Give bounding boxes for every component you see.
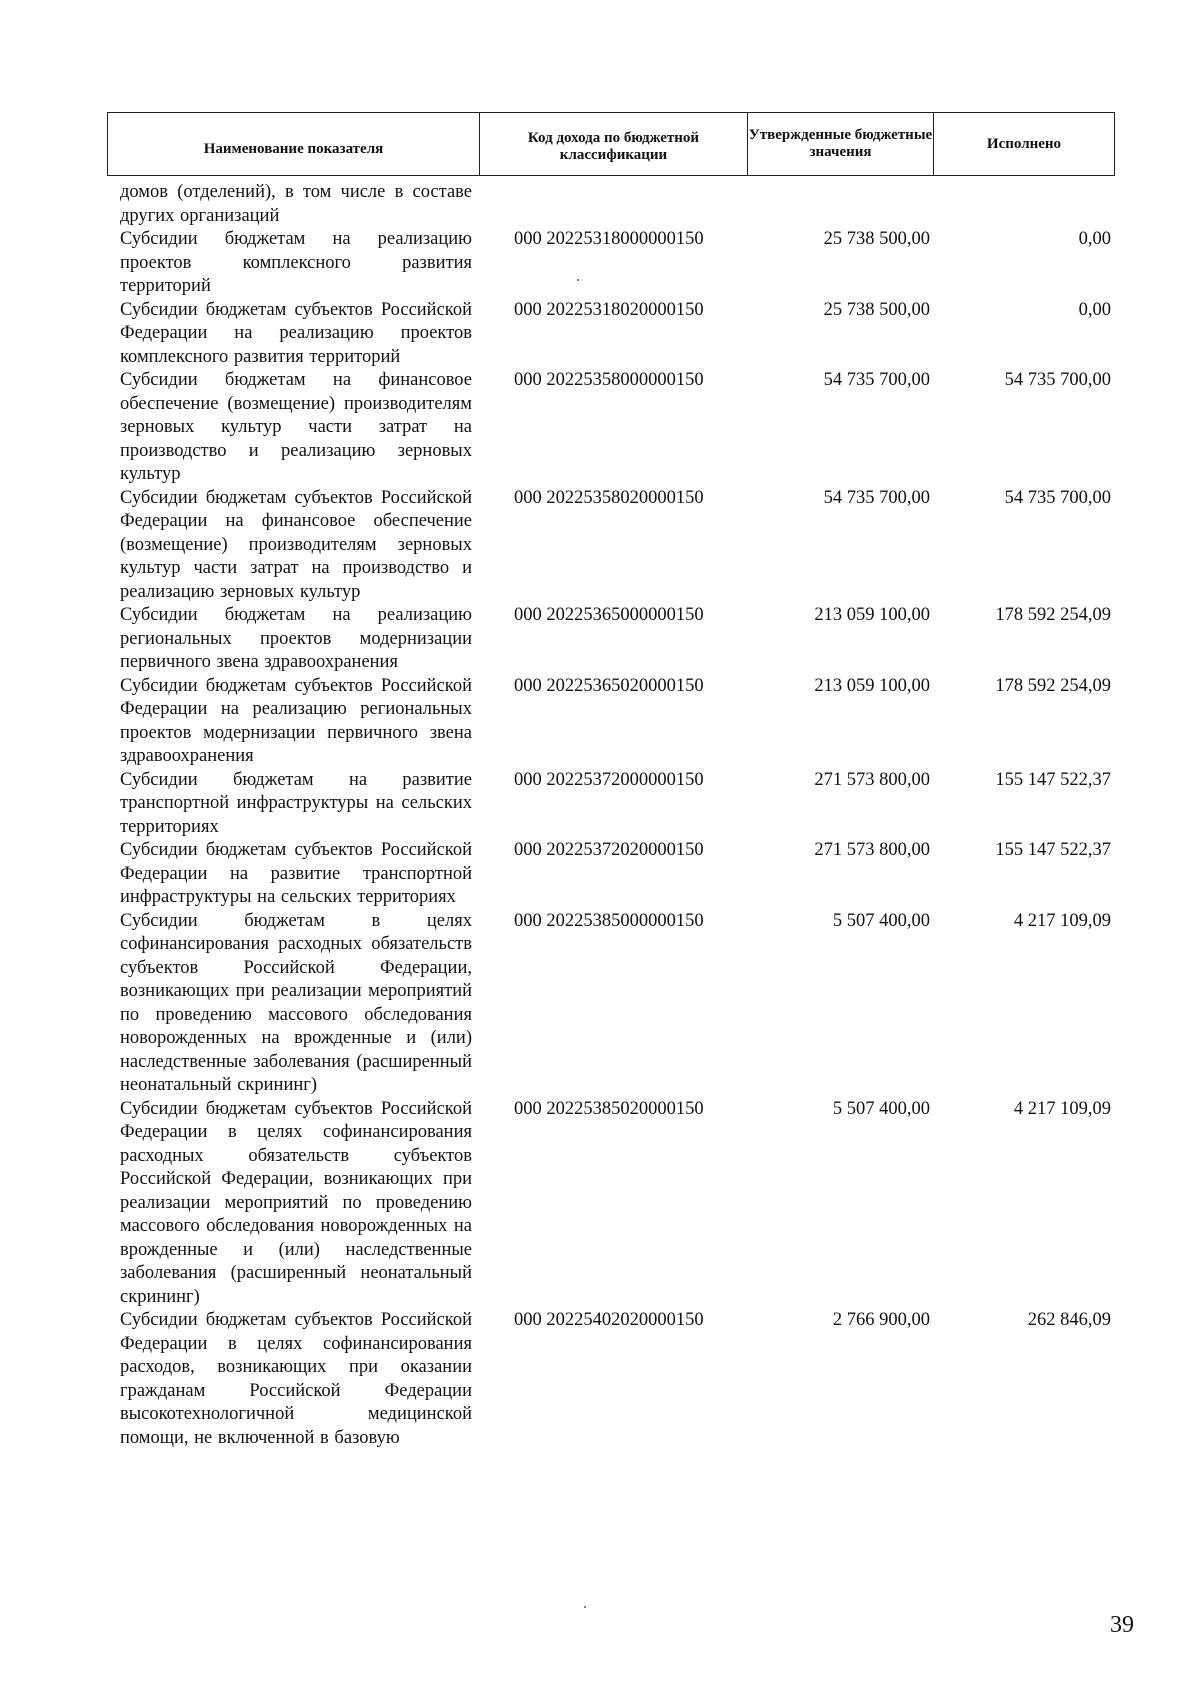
- row-executed: 178 592 254,09: [995, 605, 1111, 625]
- row-code: 000 20225372020000150: [514, 840, 704, 860]
- row-code: 000 20225365000000150: [514, 605, 704, 625]
- scan-speck: [577, 279, 579, 281]
- row-approved: 213 059 100,00: [814, 675, 930, 696]
- row-executed: 262 846,09: [1027, 1310, 1111, 1330]
- table-header: [107, 112, 1115, 176]
- row-name: Субсидии бюджетам на финансовое обеспечение (возмещение) производителям зерновых культур части затрат на производство и реализацию зерновых культур: [120, 370, 472, 484]
- row-code: 000 20225402020000150: [514, 1310, 704, 1330]
- table-row: [0, 1309, 1200, 1450]
- table-row: [0, 769, 1200, 840]
- table-row: [0, 604, 1200, 675]
- row-name: Субсидии бюджетам субъектов Российской Федерации на реализацию проектов комплексного развития территорий: [120, 299, 472, 367]
- row-approved: 5 507 400,00: [832, 1098, 930, 1119]
- row-executed: 54 735 700,00: [1004, 487, 1111, 508]
- row-approved: 25 738 500,00: [823, 229, 930, 249]
- scan-speck: [584, 1606, 586, 1608]
- row-code: 000 20225372000000150: [514, 769, 704, 790]
- table-row: [0, 228, 1200, 299]
- header-code: Код дохода по бюджетной классификации: [480, 113, 748, 175]
- row-name: Субсидии бюджетам субъектов Российской Федерации на реализацию региональных проектов модернизации первичного звена здравоохранения: [120, 675, 472, 766]
- row-name: Субсидии бюджетам субъектов Российской Федерации на развитие транспортной инфраструктуры на сельских территориях: [120, 840, 472, 907]
- row-executed: 178 592 254,09: [995, 675, 1111, 696]
- table-row: [0, 299, 1200, 370]
- row-executed: 4 217 109,09: [1013, 1098, 1111, 1119]
- table-row: [0, 675, 1200, 769]
- row-approved: 54 735 700,00: [823, 370, 930, 390]
- row-code: 000 20225385020000150: [514, 1098, 704, 1119]
- row-name: Субсидии бюджетам субъектов Российской Федерации на финансовое обеспечение (возмещение) производителям зерновых культур части затрат на производство и реализацию зерновых культур: [120, 487, 472, 602]
- row-approved: 25 738 500,00: [823, 299, 930, 320]
- table-row: [0, 487, 1200, 605]
- row-approved: 2 766 900,00: [832, 1310, 930, 1330]
- row-name: Субсидии бюджетам на реализацию региональных проектов модернизации первичного звена здравоохранения: [120, 605, 472, 672]
- header-name: Наименование показателя: [108, 113, 480, 175]
- table-row: [0, 369, 1200, 487]
- row-executed: 54 735 700,00: [1004, 370, 1111, 390]
- row-executed: 0,00: [1078, 229, 1111, 249]
- row-executed: 4 217 109,09: [1013, 910, 1111, 931]
- table-row: [0, 181, 1200, 228]
- table-row: [0, 1098, 1200, 1310]
- page-number: 39: [1110, 1612, 1134, 1638]
- header-executed: Исполнено: [986, 135, 1062, 152]
- row-approved: 271 573 800,00: [814, 769, 930, 790]
- row-code: 000 20225318000000150: [514, 229, 704, 249]
- row-approved: 271 573 800,00: [814, 840, 930, 860]
- row-approved: 5 507 400,00: [832, 910, 930, 931]
- table-row: [0, 839, 1200, 910]
- row-code: 000 20225358000000150: [514, 370, 704, 390]
- header-approved: Утвержденные бюджетные значения: [748, 113, 934, 175]
- row-name: Субсидии бюджетам субъектов Российской Федерации в целях софинансирования расходных обязательств субъектов Российской Федерации, возникающих при реализации мероприятий по проведению массового обследования новорожденных на врожденные и (или) наследственные заболевания (расширенный неонатальный скрининг): [120, 1098, 472, 1307]
- table-body: [0, 181, 1200, 1450]
- row-code: 000 20225318020000150: [514, 299, 704, 320]
- row-code: 000 20225358020000150: [514, 487, 704, 508]
- row-code: 000 20225365020000150: [514, 675, 704, 696]
- row-approved: 213 059 100,00: [814, 605, 930, 625]
- row-approved: 54 735 700,00: [823, 487, 930, 508]
- row-name: Субсидии бюджетам на развитие транспортной инфраструктуры на сельских территориях: [120, 769, 472, 837]
- row-name: Субсидии бюджетам на реализацию проектов комплексного развития территорий: [120, 229, 472, 296]
- table-row: [0, 910, 1200, 1098]
- row-name: домов (отделений), в том числе в составе других организаций: [120, 182, 472, 226]
- row-name: Субсидии бюджетам в целях софинансирования расходных обязательств субъектов Российской Федерации, возникающих при реализации мероприятий по проведению массового обследования новорожденных на врожденные и (или) наследственные заболевания (расширенный неонатальный скрининг): [120, 910, 472, 1095]
- row-executed: 155 147 522,37: [995, 769, 1111, 790]
- row-code: 000 20225385000000150: [514, 910, 704, 931]
- row-executed: 0,00: [1078, 299, 1111, 320]
- row-name: Субсидии бюджетам субъектов Российской Федерации в целях софинансирования расходов, возникающих при оказании гражданам Российской Федерации высокотехнологичной медицинской помощи, не включенной в базовую: [120, 1310, 472, 1448]
- row-executed: 155 147 522,37: [995, 840, 1111, 860]
